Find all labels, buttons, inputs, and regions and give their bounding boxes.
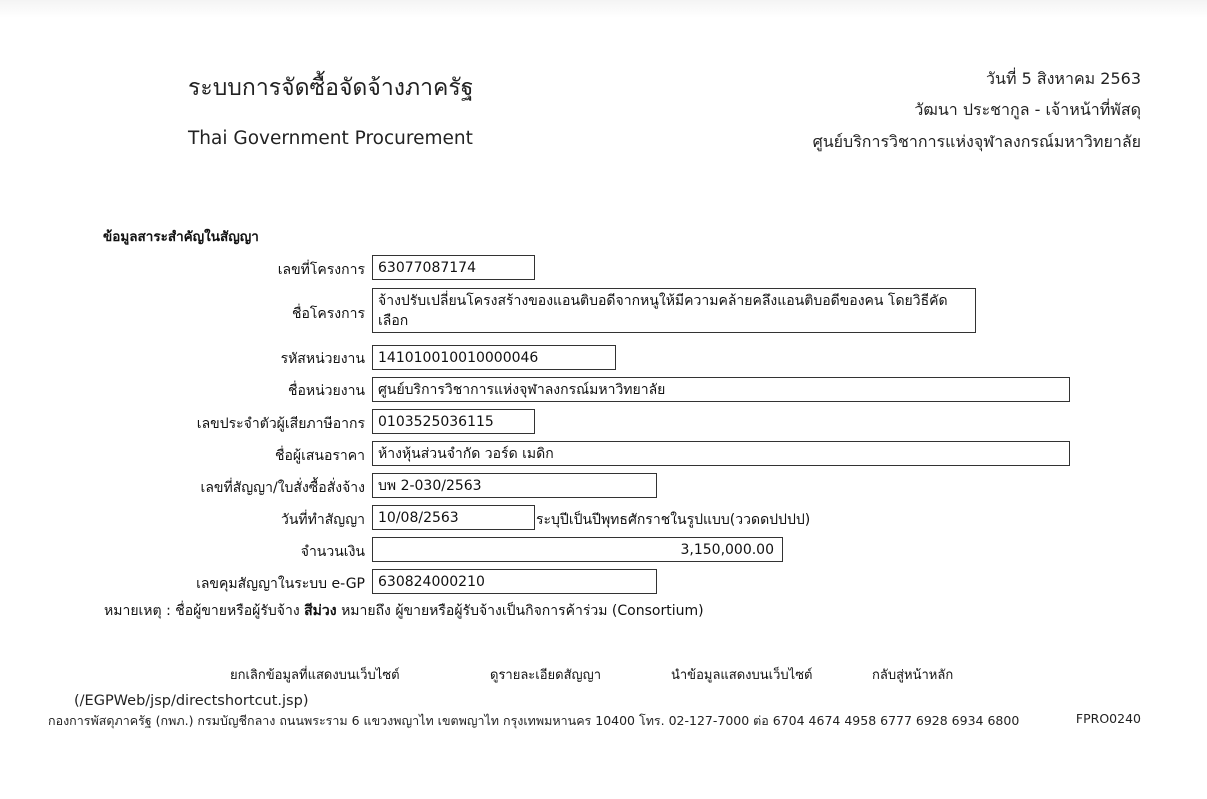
agency-name-field: ศูนย์บริการวิชาการแห่งจุฬาลงกรณ์มหาวิทยาลัย [372,377,1070,402]
remark-suffix: หมายถึง ผู้ขายหรือผู้รับจ้างเป็นกิจการค้าร่วม (Consortium) [341,603,704,619]
tax-id-label: เลขประจำตัวผู้เสียภาษีอากร [196,416,365,432]
remark-highlight: สีม่วง [304,603,337,619]
project-no-label: เลขที่โครงการ [277,262,365,278]
contract-no-label: เลขที่สัญญา/ใบสั่งซื้อสั่งจ้าง [200,480,365,496]
system-subtitle: Thai Government Procurement [188,128,473,149]
amount-field: 3,150,000.00 [372,537,783,562]
contract-no-field: บพ 2-030/2563 [372,473,657,498]
bidder-name-field: ห้างหุ้นส่วนจำกัด วอร์ด เมดิก [372,441,1070,466]
header-organization: ศูนย์บริการวิชาการแห่งจุฬาลงกรณ์มหาวิทยาลัย [812,132,1141,151]
contract-date-format-note: ระบุปีเป็นปีพุทธศักราชในรูปแบบ(ววดดปปปป) [536,512,811,528]
remark-prefix: หมายเหตุ : ชื่อผู้ขายหรือผู้รับจ้าง [104,603,300,619]
bidder-name-label: ชื่อผู้เสนอราคา [274,448,365,464]
egp-control-no-field: 630824000210 [372,569,657,594]
agency-code-label: รหัสหน่วยงาน [280,351,365,367]
back-to-home-link[interactable]: กลับสู่หน้าหลัก [872,668,954,683]
header-date: วันที่ 5 สิงหาคม 2563 [986,69,1141,88]
publish-to-website-link[interactable]: นำข้อมูลแสดงบนเว็บไซต์ [671,668,813,683]
contract-date-label: วันที่ทำสัญญา [280,512,365,528]
tax-id-field: 0103525036115 [372,409,535,434]
remark-note [104,600,704,622]
egp-control-no-label: เลขคุมสัญญาในระบบ e-GP [196,576,365,592]
project-name-label: ชื่อโครงการ [291,306,365,322]
project-name-field: จ้างปรับเปลี่ยนโครงสร้างของแอนติบอดีจากหนูให้มีความคล้ายคลึงแอนติบอดีของคน โดยวิธีคัดเลือก [372,288,976,333]
shortcut-url: (/EGPWeb/jsp/directshortcut.jsp) [74,693,309,709]
header-user: วัฒนา ประชากูล - เจ้าหน้าที่พัสดุ [914,100,1141,119]
project-no-field: 63077087174 [372,255,535,280]
cancel-display-link[interactable]: ยกเลิกข้อมูลที่แสดงบนเว็บไซต์ [230,668,400,683]
footer-address: กองการพัสดุภาครัฐ (กพภ.) กรมบัญชีกลาง ถนนพระราม 6 แขวงพญาไท เขตพญาไท กรุงเทพมหานคร 10400 โทร. 02-127-7000 ต่อ 6704 4674 4958 6777 6928 6934 6800 [48,713,1020,728]
section-title: ข้อมูลสาระสำคัญในสัญญา [103,229,259,245]
contract-date-field: 10/08/2563 [372,505,535,530]
view-contract-detail-link[interactable]: ดูรายละเอียดสัญญา [490,668,601,683]
amount-label: จำนวนเงิน [300,544,365,560]
page-code: FPRO0240 [1075,711,1141,726]
agency-code-field: 141010010010000046 [372,345,616,370]
agency-name-label: ชื่อหน่วยงาน [287,383,365,399]
system-title: ระบบการจัดซื้อจัดจ้างภาครัฐ [188,75,474,101]
